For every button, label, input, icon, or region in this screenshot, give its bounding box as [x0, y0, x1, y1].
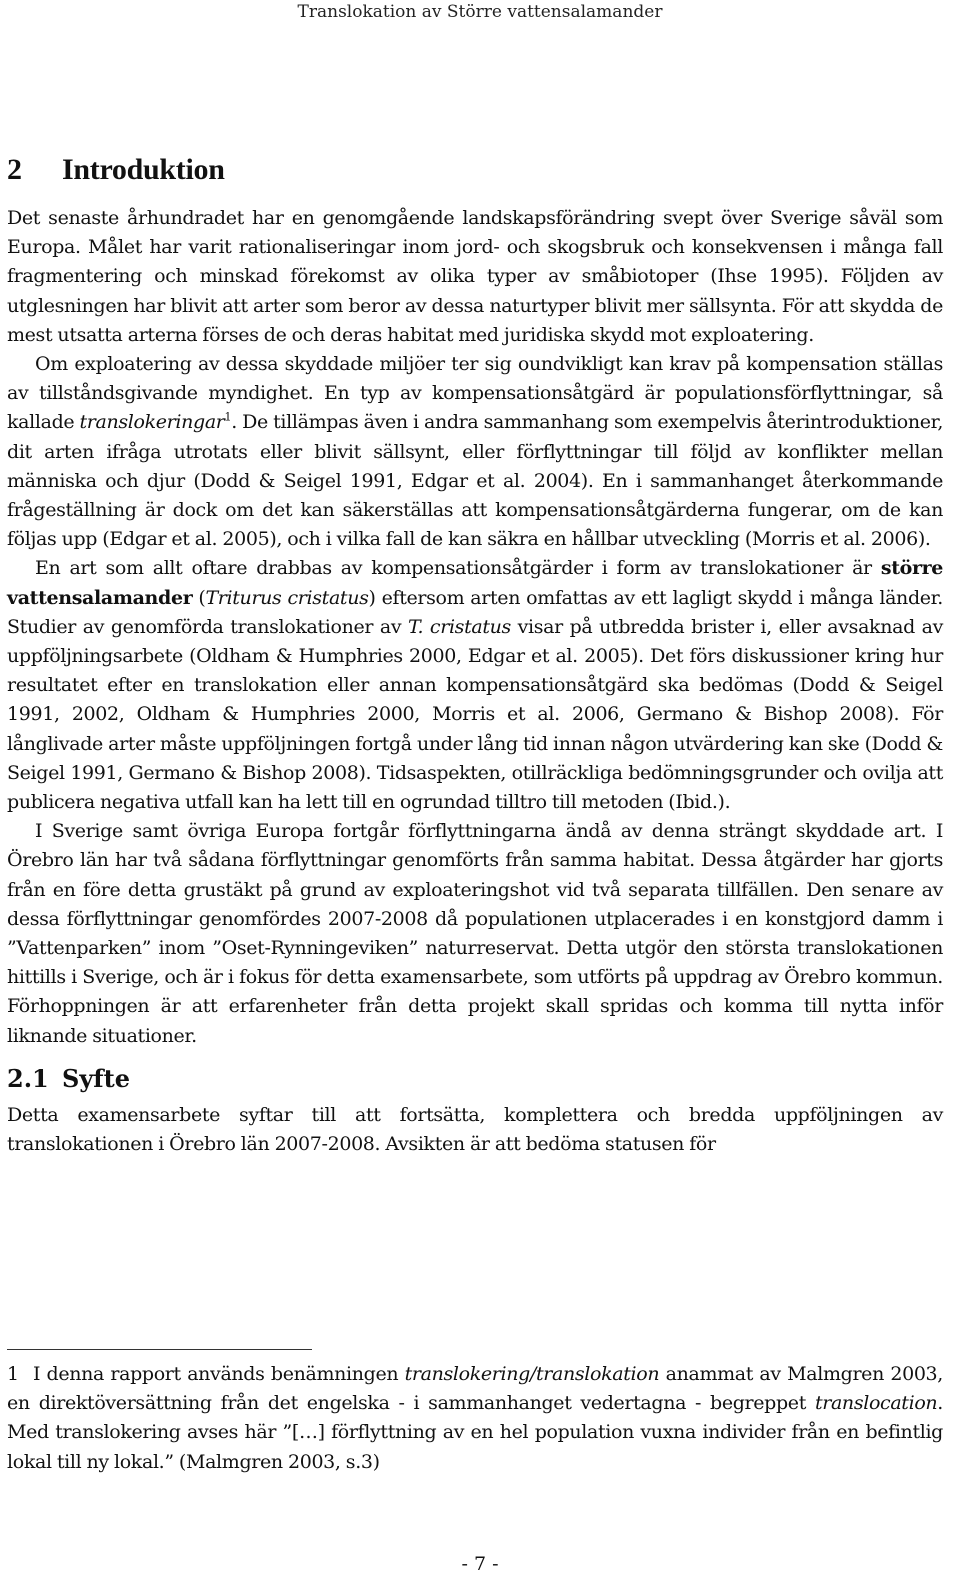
footnote: [7, 1360, 943, 1477]
running-header: Translokation av Större vattensalamander: [297, 2, 663, 22]
footnote-text-c: . Med translokering avses här ”[…] förflyttning av en hel population vuxna individer från en befintlig lokal till ny lokal.” (Malmgren 2003, s.3): [7, 1392, 943, 1473]
paragraph-3-text-a: En art som allt oftare drabbas av kompensationsåtgärder i form av translokationer är: [35, 557, 881, 580]
footnote-separator: [7, 1349, 312, 1350]
footnote-text-a: I denna rapport används benämningen: [33, 1363, 405, 1385]
footnote-text-b: anammat av Malmgren 2003, en direktöversättning från det engelska - i sammanhanget vedertagna - begreppet: [7, 1363, 943, 1415]
paragraph-2: [7, 350, 943, 554]
species-latin-name: Triturus cristatus: [205, 586, 369, 609]
subsection-title: Syfte: [62, 1063, 130, 1093]
paragraph-2-text-b: . De tillämpas även i andra sammanhang som exempelvis återintroduktioner, dit arten ifråga utrotats eller blivit sällsynt, eller förflyttningar till följd av konflikter mellan människa och djur (Dodd & Seigel 1991, Edgar et al. 2004). En i sammanhanget återkommande frågeställning är dock om det kan säkerställas att kompensationsåtgärderna fungerar, om de kan följas upp (Edgar et al. 2005), och i vilka fall de kan säkra en hållbar utveckling (Morris et al. 2006).: [7, 411, 944, 551]
section-heading: [7, 150, 943, 190]
species-short-name: T. cristatus: [407, 615, 511, 638]
paragraph-3-text-c: ) eftersom arten omfattas av ett lagligt skydd i många länder. Studier av genomförda translokationer av: [7, 586, 943, 638]
section-title: Introduktion: [62, 153, 225, 186]
paragraph-4: I Sverige samt övriga Europa fortgår förflyttningarna ändå av denna strängt skyddade art. I Örebro län har två sådana förflyttningar genomförts från samma habitat. Dessa åtgärder har gjorts från en före detta grustäkt på grund av exploateringshot vid två separata tillfällen. Den senare av dessa förflyttningar genomfördes 2007-2008 då populationen utplacerades i en konstgjord damm i ”Vattenparken” inom ”Oset-Rynningeviken” naturreservat. Detta utgör den största translokationen hittills i Sverige, och är i fokus för detta examensarbete, som utförts på uppdrag av Örebro kommun. Förhoppningen är att erfarenheter från detta projekt skall spridas och komma till nytta inför liknande situationer.: [7, 820, 943, 1047]
paragraph-3-text-b: (: [192, 586, 206, 609]
species-common-name: större vattensalamander: [7, 557, 943, 609]
subsection-heading: [7, 1061, 943, 1097]
page-number: - 7 -: [461, 1553, 499, 1575]
paragraph-3-text-d: visar på utbredda brister i, eller avsaknad av uppföljningsarbete (Oldham & Humphries 2000, Edgar et al. 2005). Det förs diskussioner kring hur resultatet efter en translokation eller annan kompensationsåtgärd ska bedömas (Dodd & Seigel 1991, 2002, Oldham & Humphries 2000, Morris et al. 2006, Germano & Bishop 2008). För långlivade arter måste uppföljningen fortgå under lång tid innan någon utvärdering kan ske (Dodd & Seigel 1991, Germano & Bishop 2008). Tidsaspekten, otillräckliga bedömningsgrunder och ovilja att publicera negativa utfall kan ha lett till en ogrundad tilltro till metoden (Ibid.).: [7, 615, 943, 814]
section-number: 2: [7, 153, 22, 186]
term-translokeringar: translokeringar: [79, 411, 225, 434]
subsection-paragraph: Detta examensarbete syftar till att fortsätta, komplettera och bredda uppföljningen av translokationen i Örebro län 2007-2008. Avsikten är att bedöma statusen för: [7, 1103, 943, 1156]
paragraph-2-text-a: Om exploatering av dessa skyddade miljöer ter sig oundvikligt kan krav på kompensation ställas av tillståndsgivande myndighet. En typ av kompensationsåtgärd är populationsförflyttningar, så kallade: [7, 353, 943, 434]
footnote-term-english: translocation: [814, 1392, 938, 1415]
main-content: [7, 150, 943, 1159]
paragraph-1: Det senaste århundradet har en genomgående landskapsförändring svept över Sverige såväl som Europa. Målet har varit rationaliseringar inom jord- och skogsbruk och konsekvensen i många fall fragmentering och minskad förekomst av olika typer av småbiotoper (Ihse 1995). Följden av utglesningen har blivit att arter som beror av dessa naturtyper blivit mer sällsynta. För att skydda de mest utsatta arterna förses de och deras habitat med juridiska skydd mot exploatering.: [7, 207, 943, 346]
paragraph-3: [7, 554, 943, 817]
footnote-reference[interactable]: 1: [224, 411, 232, 425]
footnote-term: translokering/translokation: [404, 1363, 660, 1385]
subsection-number: 2.1: [7, 1063, 49, 1093]
footnote-mark: 1: [7, 1363, 19, 1385]
